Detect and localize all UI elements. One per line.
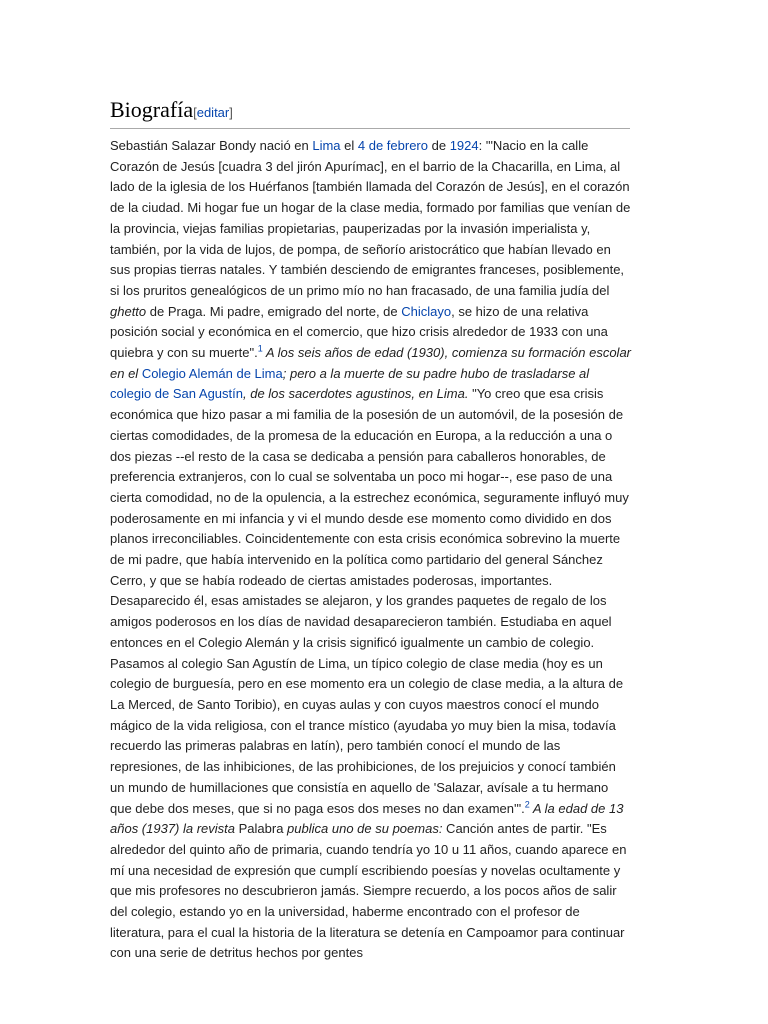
body-text: Sebastián Salazar Bondy nació en: [110, 138, 313, 153]
body-text: Palabra: [238, 821, 284, 837]
body-text: "Yo creo que esa crisis económica que hizo pasar a mi familia de la posesión de un automóvil, de la posesión de ciertas comodidades, de la promesa de la educación en Europa, a la reducción a una o dos piezas --el resto de la casa se dedicaba a pensión para caballeros honorables, de preferencia extranjeros, con lo cual se solventaba un poco mi hogar--, ese paso de una cierta comodidad, no de la opulencia, a la estrechez económica, seguramente influyó muy poderosamente en mi infancia y vi el mundo desde ese momento como dividido en dos planos irreconciliables. Coincidentemente con esta crisis económica sobrevino la muerte de mi padre, que había intervenido en la política como partidario del general Sánchez Cerro, y que se había rodeado de ciertas amistades poderosas, importantes. Desaparecido él, esas amistades se alejaron, y los grandes paquetes de regalo de los amigos poderosos en los días de navidad desaparecieron también. Estudiaba en aquel entonces en el Colegio Alemán y la crisis significó igualmente un cambio de colegio. Pasamos al colegio San Agustín de Lima, un típico colegio de clase media (hoy es un colegio de burguesía, pero en ese momento era un colegio de clase media, a la altura de La Merced, de Santo Toribio), en cuyas aulas y con cuyos maestros conocí el mundo mágico de la vida religiosa, con el trance místico (ayudaba yo muy bien la misa, todavía recuerdo las primeras palabras en latín), pero también conocí el mundo de las represiones, de las inhibiciones, de las prohibiciones, de los prejuicios y conocí también un mundo de humillaciones que consistía en aquello de 'Salazar, avísale a tu hermano que debe dos meses, que si no paga esos dos meses no dan examen'".: [110, 386, 629, 816]
body-text: Canción antes de partir. "Es alrededor del quinto año de primaria, cuando tendría yo 10 u 11 años, cuando aparece en mí una necesidad de expresión que cumplí escribiendo poesías y novelas ocultamente y que mis profesores no descubrieron jamás. Siempre recuerdo, a los pocos años de salir del colegio, estando yo en la universidad, haberme encontrado con el profesor de literatura, para el cual la historia de la literatura se detenía en Campoamor para continuar con una serie de detritus hechos por gentes: [110, 821, 627, 961]
bracket-open: [: [193, 105, 197, 120]
body-text-italic: publica uno de su poemas:: [283, 821, 443, 837]
body-text: , se hizo de una relativa posición social y económica en el comercio, que hizo crisis alrededor de 1933 con una quiebra y con su muerte".: [110, 303, 608, 361]
section-title: Biografía: [110, 97, 194, 122]
body-text-italic: ; pero a la muerte de su padre hubo de trasladarse al: [282, 365, 590, 381]
section-heading: [110, 96, 630, 129]
link-lima[interactable]: Lima: [312, 138, 341, 153]
reference-1[interactable]: 1: [257, 343, 263, 354]
link-chiclayo[interactable]: Chiclayo: [401, 303, 452, 319]
body-text-italic: , de los sacerdotes agustinos, en Lima.: [243, 386, 469, 402]
body-text: : "'Nacio en la calle Corazón de Jesús [cuadra 3 del jirón Apurímac], en el barrio de la Chacarilla, en Lima, al lado de la iglesia de los Huérfanos [también llamada del Corazón de Jesús], en el corazón de la ciudad. Mi hogar fue un hogar de la clase media, formado por familias que venían de la provincia, viejas familias propietarias, pauperizadas por la invasión imperialista y, también, por la vida de lujos, de pompa, de señorío aristocrático que habían llevado en sus propias tierras natales. Y también desciendo de emigrantes franceses, posiblemente, si los pruritos genealógicos de un primo mío no han fracasado, de una familia judía del: [110, 138, 631, 298]
link-date[interactable]: 4 de febrero: [357, 138, 428, 153]
bracket-close: ]: [229, 105, 233, 120]
body-text-italic: A la edad de 13 años (1937) la revista: [110, 800, 624, 837]
link-year[interactable]: 1924: [449, 138, 479, 153]
body-text: de Praga. Mi padre, emigrado del norte, de: [146, 303, 402, 319]
body-text-italic: A los seis años de edad (1930), comienza su formación escolar en el: [110, 345, 632, 381]
link-colegio-aleman[interactable]: Colegio Alemán de Lima: [141, 365, 283, 381]
edit-link[interactable]: editar: [196, 105, 230, 120]
article-body: [110, 136, 632, 964]
reference-2[interactable]: 2: [524, 799, 530, 810]
body-text: el: [340, 138, 358, 153]
link-colegio-san-agustin[interactable]: colegio de San Agustín: [110, 386, 243, 402]
body-text: de: [428, 138, 450, 153]
body-text-italic: ghetto: [110, 303, 147, 319]
